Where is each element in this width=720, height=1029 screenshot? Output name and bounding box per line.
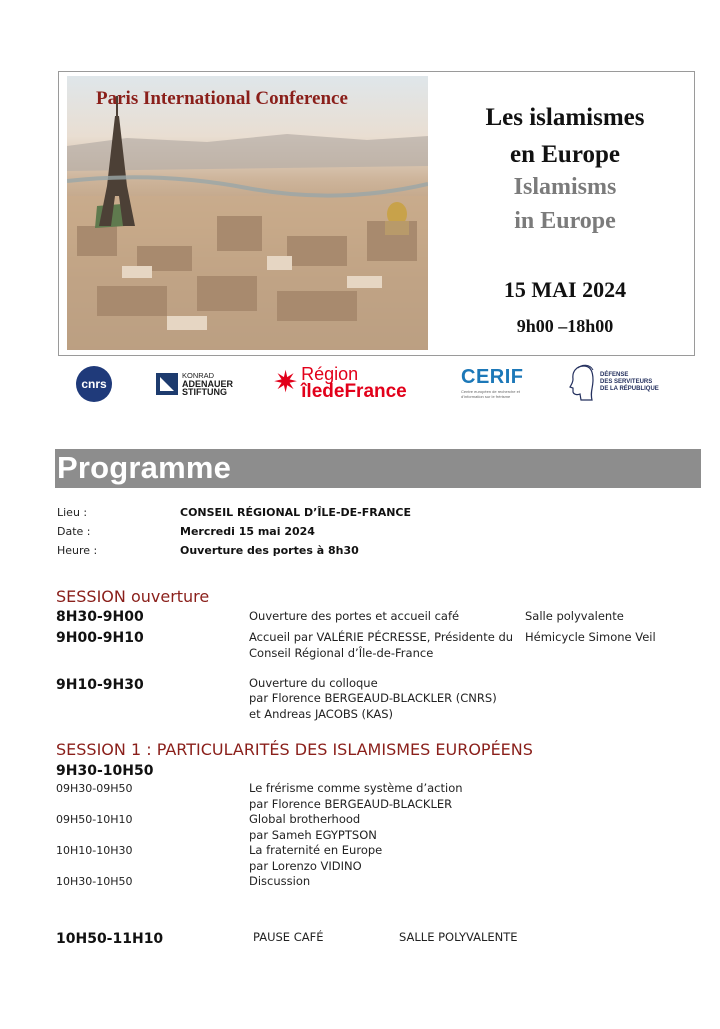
- talk-time: 09H30-09H50: [56, 782, 133, 795]
- lieu-value: CONSEIL RÉGIONAL D’ÎLE-DE-FRANCE: [180, 506, 412, 519]
- talk-speaker: par Lorenzo VIDINO: [249, 859, 362, 873]
- talk-title: Discussion: [249, 874, 311, 888]
- marianne-profile-icon: [566, 362, 596, 402]
- cnrs-logo-text: cnrs: [81, 377, 107, 391]
- talk-title: La fraternité en Europe: [249, 843, 383, 857]
- programme-title: Programme: [57, 450, 232, 485]
- region-star-icon: ✷: [273, 365, 299, 400]
- region-line1: Région: [301, 364, 359, 384]
- slot-description-line2: par Florence BERGEAUD-BLACKLER (CNRS): [249, 691, 497, 705]
- kas-logo: [156, 370, 233, 398]
- defense-line2: DES SERVITEURS: [600, 378, 653, 385]
- slot-description-line3: et Andreas JACOBS (KAS): [249, 707, 393, 721]
- defense-line1: DÉFENSE: [600, 371, 629, 378]
- talk-time: 10H10-10H30: [56, 844, 133, 857]
- title-en-line2: in Europe: [514, 208, 616, 234]
- pause-room: SALLE POLYVALENTE: [399, 930, 518, 944]
- event-time: 9h00 –18h00: [516, 316, 614, 336]
- session-1-title: SESSION 1 : PARTICULARITÉS DES ISLAMISMES EUROPÉENS: [56, 740, 533, 759]
- kas-line3: STIFTUNG: [182, 387, 227, 397]
- title-fr-line2: en Europe: [510, 141, 620, 168]
- region-idf-logo: [273, 363, 407, 403]
- title-fr-line1: Les islamismes: [485, 104, 645, 131]
- defense-line3: DE LA RÉPUBLIQUE: [600, 385, 659, 392]
- talk-speaker: par Sameh EGYPTSON: [249, 828, 377, 842]
- cerif-word: CERIF: [461, 366, 524, 388]
- defense-serviteurs-logo: [566, 362, 659, 402]
- talk-title: Le frérisme comme système d’action: [249, 781, 463, 795]
- slot-time: 9H00-9H10: [56, 630, 144, 646]
- pause-label: PAUSE CAFÉ: [253, 930, 324, 944]
- date-value: Mercredi 15 mai 2024: [180, 525, 315, 538]
- session-opening-title: SESSION ouverture: [56, 587, 210, 606]
- title-en-line1: Islamisms: [513, 174, 617, 200]
- paris-skyline-illustration: [67, 76, 428, 350]
- pause-time: 10H50-11H10: [56, 931, 164, 947]
- paris-skyline-photo: [67, 76, 428, 350]
- kas-line2: ADENAUER: [182, 379, 234, 389]
- kas-mark-icon: [156, 373, 178, 395]
- slot-description: Ouverture des portes et accueil café: [249, 609, 460, 623]
- talk-time: 10H30-10H50: [56, 875, 133, 888]
- talk-time: 09H50-10H10: [56, 813, 133, 826]
- slot-time: 8H30-9H00: [56, 609, 144, 625]
- region-line2: îledeFrance: [301, 381, 407, 402]
- date-label: Date :: [57, 525, 91, 538]
- cerif-logo: [461, 366, 525, 399]
- slot-room: Hémicycle Simone Veil: [525, 630, 656, 644]
- cerif-subtitle: Centre européen de recherche et d'information sur le frérisme: [461, 389, 520, 399]
- cnrs-logo: [76, 366, 112, 402]
- slot-room: Salle polyvalente: [525, 609, 624, 623]
- lieu-label: Lieu :: [57, 506, 88, 519]
- heure-value: Ouverture des portes à 8h30: [180, 544, 359, 557]
- talk-title: Global brotherhood: [249, 812, 361, 826]
- slot-description: Accueil par VALÉRIE PÉCRESSE, Présidente du Conseil Régional d’Île-de-France: [249, 630, 514, 660]
- slot-description-line1: Ouverture du colloque: [249, 676, 378, 690]
- heure-label: Heure :: [57, 544, 98, 557]
- slot-time: 9H10-9H30: [56, 677, 144, 693]
- talk-speaker: par Florence BERGEAUD-BLACKLER: [249, 797, 453, 811]
- session-1-block-time: 9H30-10H50: [56, 763, 154, 779]
- event-date: 15 MAI 2024: [503, 277, 627, 302]
- conference-name: Paris International Conference: [96, 88, 348, 109]
- kas-line1: KONRAD: [182, 371, 215, 380]
